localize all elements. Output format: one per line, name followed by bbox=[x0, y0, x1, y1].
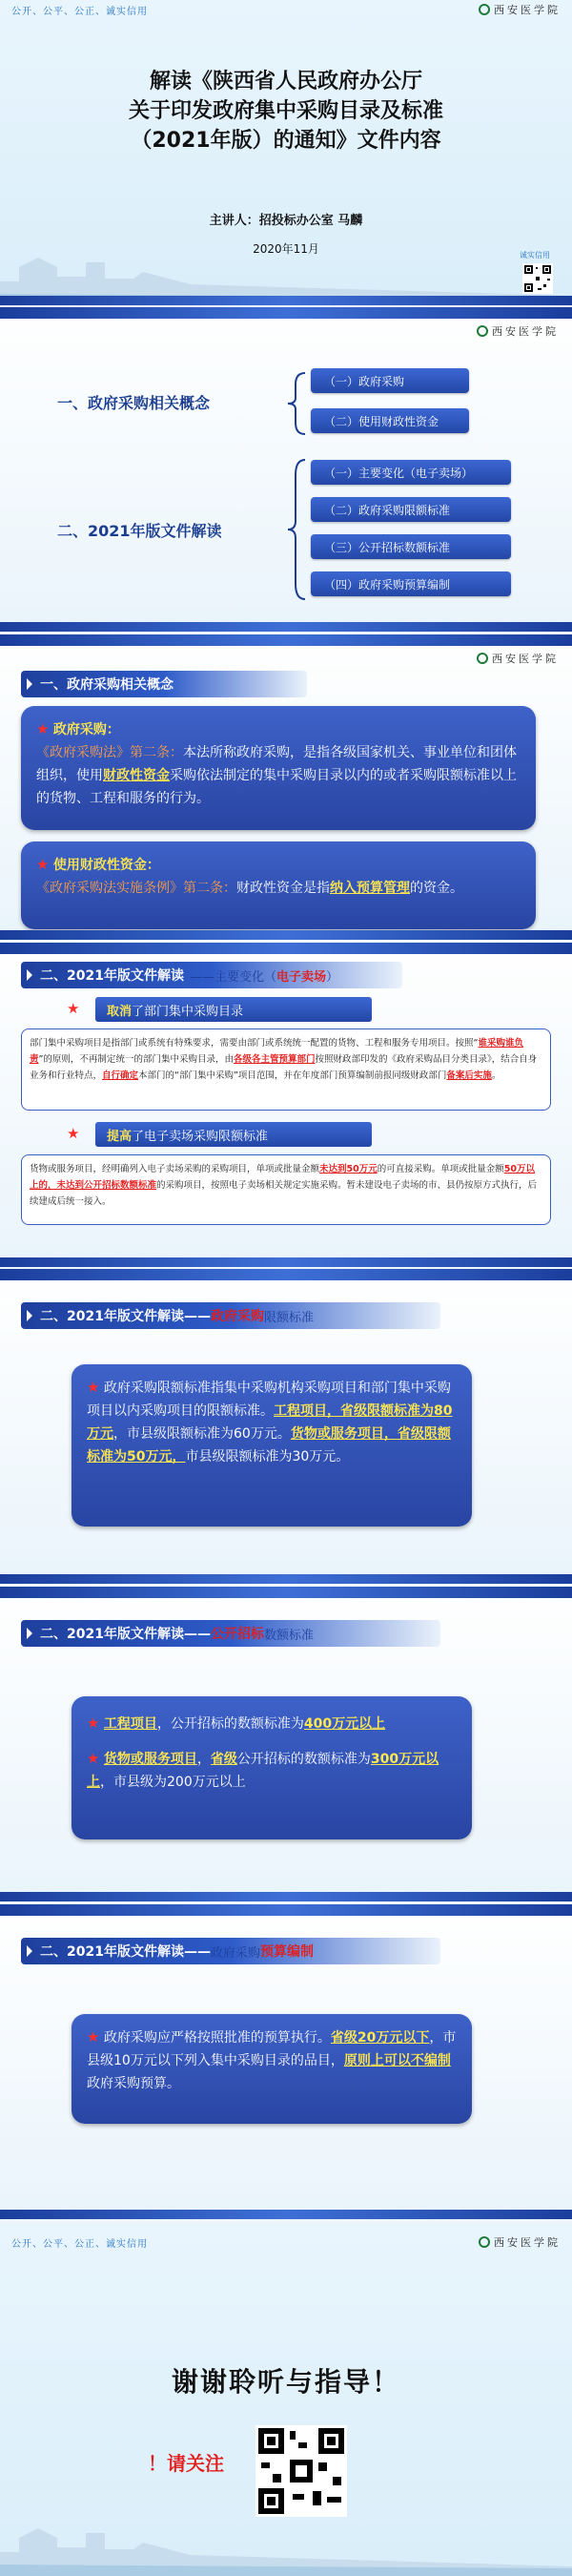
date-text: 2020年11月 bbox=[253, 242, 319, 256]
paragraph-highlight: 谁采购谁负责 bbox=[30, 1038, 523, 1065]
university-seal-icon bbox=[477, 653, 488, 664]
concept-title: 政府采购： bbox=[52, 722, 120, 737]
cover-slide bbox=[0, 0, 572, 305]
limits-text: 市县级限额标准为30万元。 bbox=[185, 1449, 350, 1465]
limits-card bbox=[72, 1364, 472, 1527]
section-highlight: 预算编制 bbox=[259, 1944, 314, 1960]
toc-item-label: （一）政府采购 bbox=[324, 374, 405, 388]
title-line-1: 解读《陕西省人民政府办公厅 bbox=[149, 70, 422, 93]
change-2-header bbox=[95, 1122, 372, 1147]
toc-item-label: （二）使用财政性资金 bbox=[324, 414, 439, 428]
university-name: 西安医学院 bbox=[492, 325, 559, 338]
university-name: 西安医学院 bbox=[492, 653, 559, 665]
section-highlight: 公开招标 bbox=[210, 1627, 264, 1642]
changes-slide bbox=[0, 943, 572, 1267]
section-title: 二、2021年版文件解读—— bbox=[40, 1627, 211, 1642]
diamond-icon bbox=[27, 678, 32, 690]
university-logo bbox=[479, 2, 561, 17]
concept-highlight: 财政性资金 bbox=[103, 768, 170, 783]
section-title: 二、2021年版文件解读—— bbox=[40, 1944, 211, 1960]
paragraph-text: 本部门的“部门集中采购”项目范围，并在年度部门预算编制前报同级财政部门 bbox=[138, 1070, 447, 1081]
concept-card-fiscal-funds bbox=[21, 841, 536, 929]
university-logo bbox=[477, 323, 559, 339]
limits-highlight: 工程项目，省级限额标准为80万元 bbox=[87, 1403, 453, 1442]
bottom-bar bbox=[0, 1892, 572, 1901]
section-subtitle bbox=[190, 966, 338, 985]
tender-text: ，市县级为200万元以上 bbox=[100, 1775, 246, 1790]
star-icon: ★ bbox=[36, 720, 50, 737]
toc-category-2: 二、2021年版文件解读 bbox=[57, 522, 222, 540]
section-subtitle: 政府采购 bbox=[210, 1945, 260, 1961]
section-title: 二、2021年版文件解读—— bbox=[40, 1309, 211, 1324]
bottom-bar bbox=[0, 2210, 572, 2219]
top-bar bbox=[0, 0, 572, 19]
university-seal-icon bbox=[479, 4, 490, 15]
bottom-bar bbox=[0, 622, 572, 632]
concept-card-procurement bbox=[21, 706, 536, 830]
paragraph-highlight: 自行确定 bbox=[102, 1070, 139, 1081]
top-band bbox=[0, 1269, 572, 1280]
section-header bbox=[21, 1938, 440, 1964]
tender-highlight: 省级 bbox=[210, 1752, 237, 1767]
university-logo bbox=[477, 651, 559, 666]
change-title: 了部门集中采购目录 bbox=[132, 1004, 244, 1019]
top-bar bbox=[0, 2233, 572, 2252]
limits-highlight: 货物或服务项目，省级限额标准为50万元， bbox=[87, 1426, 451, 1465]
change-1-text bbox=[21, 1028, 551, 1111]
toc-slide bbox=[0, 307, 572, 632]
section-subtitle: 数额标准 bbox=[263, 1628, 314, 1643]
limits-text: 政府采购限额标准指集中采购机构采购项目和部门集中采购项目以内采购项目的限额标准。 bbox=[87, 1381, 451, 1419]
cover-title bbox=[0, 67, 572, 156]
subtitle-text: ） bbox=[326, 969, 339, 985]
closing-slide bbox=[0, 2223, 572, 2576]
budget-card bbox=[72, 2014, 472, 2124]
paragraph-text: 的可直接采购。单项或批量金额 bbox=[377, 1164, 504, 1174]
qr-code-icon[interactable] bbox=[255, 2425, 347, 2517]
limits-text: ，市县级限额标准为60万元。 bbox=[113, 1426, 291, 1442]
diamond-icon bbox=[27, 969, 32, 981]
top-band bbox=[0, 307, 572, 319]
paragraph-text: ”的原则，不再制定统一的部门集中采购目录，由 bbox=[38, 1054, 234, 1065]
budget-slide bbox=[0, 1904, 572, 2219]
budget-highlight: 省级20万元以下 bbox=[330, 2030, 430, 2046]
concept-text: 财政性资金是指 bbox=[236, 881, 330, 896]
toc-item-label: （四）政府采购预算编制 bbox=[324, 577, 451, 592]
budget-text: ，市县级10万元以下列入集中采购目录的品目， bbox=[87, 2030, 457, 2068]
concept-source: 《政府采购法实施条例》第二条： bbox=[36, 881, 236, 896]
paragraph-text: 部门集中采购项目是指部门或系统有特殊要求，需要由部门或系统统一配置的货物、工程和服务专用项目。按照“ bbox=[30, 1038, 479, 1049]
budget-text: 政府采购预算。 bbox=[87, 2076, 180, 2091]
change-1-header bbox=[95, 997, 372, 1022]
paragraph-text: 货物或服务项目，经明确列入电子卖场采购的采购项目，单项或批量金额 bbox=[30, 1164, 320, 1174]
motto-text: 公开、公平、公正、诚实信用 bbox=[11, 6, 148, 17]
toc-item-label: （三）公开招标数额标准 bbox=[324, 540, 451, 554]
star-icon: ★ bbox=[67, 1000, 80, 1017]
section-highlight: 政府采购 bbox=[210, 1309, 264, 1324]
section-header bbox=[21, 1302, 440, 1329]
section-subtitle: 限额标准 bbox=[263, 1310, 314, 1325]
change-lead: 提高 bbox=[107, 1129, 133, 1144]
qr-label: 诚实信用 bbox=[520, 251, 550, 260]
star-icon: ★ bbox=[87, 1714, 100, 1732]
section-header bbox=[21, 1620, 440, 1647]
bottom-bar bbox=[0, 930, 572, 940]
change-lead: 取消 bbox=[107, 1004, 133, 1019]
subtitle-text: ——主要变化（ bbox=[189, 969, 276, 985]
limits-slide bbox=[0, 1269, 572, 1584]
concept-title: 使用财政性资金： bbox=[52, 858, 160, 873]
tender-text: ， bbox=[196, 1752, 211, 1767]
toc-item-limit-standard[interactable] bbox=[311, 497, 511, 522]
paragraph-highlight: 备案后实施 bbox=[446, 1070, 492, 1081]
motto-text: 公开、公平、公正、诚实信用 bbox=[11, 2238, 148, 2250]
campus-silhouette-icon bbox=[0, 2509, 572, 2576]
paragraph-highlight: 各级各主管预算部门 bbox=[233, 1054, 316, 1065]
tender-highlight: 400万元以上 bbox=[303, 1716, 386, 1732]
toc-item-main-changes[interactable] bbox=[311, 460, 511, 485]
tender-text: ，公开招标的数额标准为 bbox=[156, 1716, 304, 1732]
diamond-icon bbox=[27, 1945, 32, 1957]
section-title: 二、2021年版文件解读 bbox=[40, 968, 184, 984]
tender-highlight: 工程项目 bbox=[103, 1716, 157, 1732]
paragraph-text: 的采购项目，按照电子卖场相关规定实施采购。暂未建设电子卖场的市、县仍按原方式执行，后续建成后统一接入。 bbox=[30, 1180, 538, 1207]
thanks-text: 谢谢聆听与指导！ bbox=[171, 2366, 400, 2398]
university-logo bbox=[479, 2234, 561, 2250]
university-seal-icon bbox=[479, 2236, 490, 2248]
top-band bbox=[0, 1904, 572, 1916]
diamond-icon bbox=[27, 1310, 32, 1321]
budget-text: 政府采购应严格按照批准的预算执行。 bbox=[103, 2030, 331, 2046]
toc-item-budget[interactable] bbox=[311, 571, 511, 596]
paragraph-highlight: 未达到50万元 bbox=[319, 1164, 378, 1174]
tender-slide bbox=[0, 1587, 572, 1901]
brace-icon bbox=[286, 371, 307, 436]
tender-highlight: 货物或服务项目 bbox=[103, 1752, 197, 1767]
star-icon: ★ bbox=[87, 1379, 100, 1396]
diamond-icon bbox=[27, 1628, 32, 1639]
concepts-slide bbox=[0, 634, 572, 940]
bottom-bar bbox=[0, 296, 572, 305]
university-name: 西安医学院 bbox=[494, 2236, 561, 2249]
tender-highlight: 300万元以上 bbox=[87, 1752, 439, 1790]
section-header bbox=[21, 962, 402, 988]
paragraph-highlight: 50万以上的，未达到公开招标数额标准 bbox=[30, 1164, 535, 1191]
tender-text: 公开招标的数额标准为 bbox=[236, 1752, 371, 1767]
subtitle-highlight: 电子卖场 bbox=[276, 969, 326, 985]
follow-text: ！请关注 bbox=[148, 2452, 224, 2475]
star-icon: ★ bbox=[36, 856, 50, 873]
paragraph-text: 。 bbox=[491, 1070, 501, 1081]
title-line-3: （2021年版）的通知》文件内容 bbox=[131, 129, 441, 153]
toc-item-label: （二）政府采购限额标准 bbox=[324, 503, 451, 517]
section-title: 一、政府采购相关概念 bbox=[40, 677, 174, 693]
tender-card bbox=[72, 1696, 472, 1839]
toc-item-fiscal-funds[interactable] bbox=[311, 408, 469, 433]
concept-text: 采购依法制定的集中采购目录以内的或者采购限额标准以上的货物、工程和服务的行为。 bbox=[36, 768, 517, 806]
top-band bbox=[0, 943, 572, 954]
concept-text: 的资金。 bbox=[410, 881, 463, 896]
toc-item-tender-standard[interactable] bbox=[311, 534, 511, 559]
toc-category-1: 一、政府采购相关概念 bbox=[57, 394, 211, 412]
change-2-text bbox=[21, 1154, 551, 1225]
section-header bbox=[21, 671, 307, 697]
star-icon: ★ bbox=[67, 1125, 80, 1142]
top-band bbox=[0, 1587, 572, 1598]
star-icon: ★ bbox=[87, 2028, 100, 2046]
bottom-bar bbox=[0, 1257, 572, 1267]
change-title: 了电子卖场采购限额标准 bbox=[132, 1129, 269, 1144]
budget-highlight: 原则上可以不编制 bbox=[343, 2053, 451, 2068]
paragraph-text: 按照财政部印发的《政府采购品目分类目录》，结合自身业务和行业特点， bbox=[30, 1054, 538, 1081]
brace-icon bbox=[286, 458, 307, 601]
concept-highlight: 纳入预算管理 bbox=[330, 881, 410, 896]
title-line-2: 关于印发政府集中采购目录及标准 bbox=[128, 99, 443, 123]
host-text: 主讲人：招投标办公室 马麟 bbox=[209, 214, 363, 228]
toc-item-label: （一）主要变化（电子卖场） bbox=[324, 466, 474, 480]
university-seal-icon bbox=[477, 325, 488, 337]
toc-item-procurement[interactable] bbox=[311, 368, 469, 393]
concept-text: 本法所称政府采购，是指各级国家机关、事业单位和团体组织，使用 bbox=[36, 745, 517, 783]
university-name: 西安医学院 bbox=[494, 4, 561, 16]
top-band bbox=[0, 634, 572, 646]
star-icon: ★ bbox=[87, 1750, 100, 1767]
bottom-bar bbox=[0, 1574, 572, 1584]
concept-source: 《政府采购法》第二条： bbox=[36, 745, 183, 760]
